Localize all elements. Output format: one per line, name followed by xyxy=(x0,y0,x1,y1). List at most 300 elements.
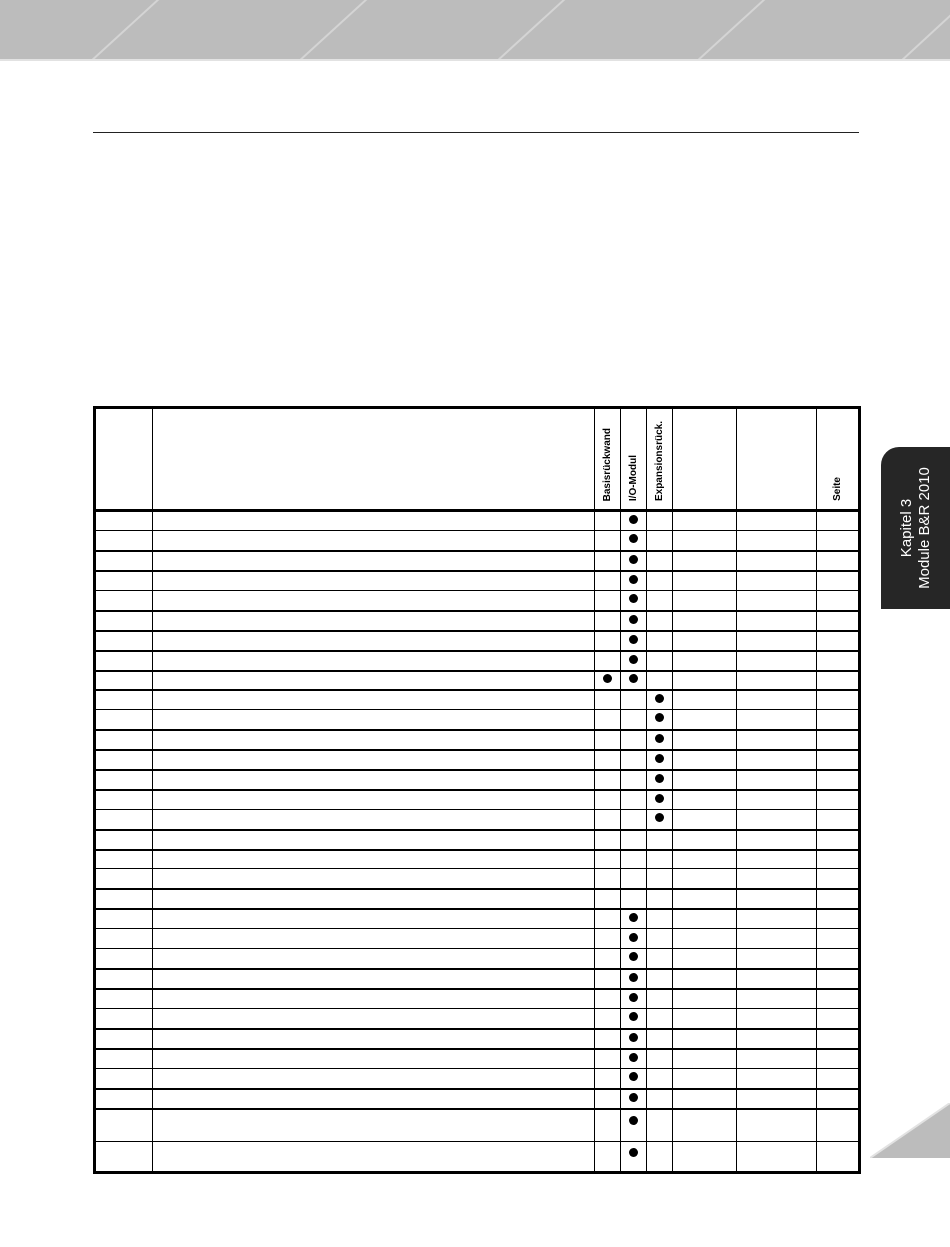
cell-col7 xyxy=(737,869,817,889)
cell-seite xyxy=(817,551,860,571)
cell-col7 xyxy=(737,750,817,770)
cell-col7 xyxy=(737,1029,817,1049)
cell-col2 xyxy=(153,750,595,770)
cell-seite xyxy=(817,1049,860,1069)
cell-exp xyxy=(647,889,673,909)
header-seite-label: Seite xyxy=(831,477,843,501)
cell-col6 xyxy=(673,730,737,750)
cell-io xyxy=(621,929,647,949)
cell-col1 xyxy=(95,889,153,909)
cell-col6 xyxy=(673,710,737,730)
cell-col1 xyxy=(95,571,153,591)
bullet-icon xyxy=(629,952,638,961)
cell-col1 xyxy=(95,511,153,531)
cell-io xyxy=(621,531,647,551)
cell-col2 xyxy=(153,730,595,750)
cell-col6 xyxy=(673,611,737,631)
cell-col1 xyxy=(95,1109,153,1142)
cell-col6 xyxy=(673,1069,737,1089)
bullet-icon xyxy=(629,993,638,1002)
cell-io xyxy=(621,1029,647,1049)
cell-col6 xyxy=(673,949,737,969)
cell-basis xyxy=(595,909,621,929)
cell-col2 xyxy=(153,611,595,631)
cell-col6 xyxy=(673,631,737,651)
cell-col6 xyxy=(673,790,737,810)
cell-col1 xyxy=(95,770,153,790)
cell-seite xyxy=(817,889,860,909)
cell-col7 xyxy=(737,989,817,1009)
cell-basis xyxy=(595,1049,621,1069)
cell-col1 xyxy=(95,690,153,710)
cell-col7 xyxy=(737,790,817,810)
cell-seite xyxy=(817,690,860,710)
bullet-icon xyxy=(629,1093,638,1102)
cell-col7 xyxy=(737,571,817,591)
cell-seite xyxy=(817,531,860,551)
cell-seite xyxy=(817,750,860,770)
cell-io xyxy=(621,989,647,1009)
cell-seite xyxy=(817,511,860,531)
cell-col1 xyxy=(95,1089,153,1109)
cell-col1 xyxy=(95,949,153,969)
cell-col2 xyxy=(153,690,595,710)
cell-basis xyxy=(595,531,621,551)
cell-basis xyxy=(595,671,621,690)
bullet-icon xyxy=(629,534,638,543)
cell-col1 xyxy=(95,1009,153,1029)
cell-col7 xyxy=(737,1009,817,1029)
cell-col6 xyxy=(673,1142,737,1173)
table-row xyxy=(95,810,860,830)
cell-io xyxy=(621,511,647,531)
cell-col1 xyxy=(95,810,153,830)
table-row xyxy=(95,1109,860,1142)
cell-col6 xyxy=(673,770,737,790)
cell-seite xyxy=(817,909,860,929)
table-row xyxy=(95,730,860,750)
cell-seite xyxy=(817,671,860,690)
cell-col6 xyxy=(673,969,737,989)
cell-col7 xyxy=(737,671,817,690)
cell-col1 xyxy=(95,730,153,750)
cell-col1 xyxy=(95,929,153,949)
cell-seite xyxy=(817,631,860,651)
cell-col2 xyxy=(153,631,595,651)
cell-col6 xyxy=(673,690,737,710)
cell-col2 xyxy=(153,1029,595,1049)
cell-col7 xyxy=(737,1089,817,1109)
cell-col1 xyxy=(95,750,153,770)
header-col6 xyxy=(673,408,737,511)
cell-col7 xyxy=(737,551,817,571)
table-row xyxy=(95,869,860,889)
cell-seite xyxy=(817,651,860,671)
table-row xyxy=(95,591,860,611)
cell-basis xyxy=(595,1142,621,1173)
bullet-icon xyxy=(629,615,638,624)
cell-col6 xyxy=(673,531,737,551)
cell-basis xyxy=(595,1109,621,1142)
cell-seite xyxy=(817,810,860,830)
cell-basis xyxy=(595,1089,621,1109)
cell-exp xyxy=(647,551,673,571)
table-row xyxy=(95,989,860,1009)
table-row xyxy=(95,1029,860,1049)
cell-io xyxy=(621,571,647,591)
cell-io xyxy=(621,810,647,830)
cell-io xyxy=(621,651,647,671)
bullet-icon xyxy=(655,734,664,743)
cell-col2 xyxy=(153,929,595,949)
cell-col7 xyxy=(737,1049,817,1069)
cell-col2 xyxy=(153,1109,595,1142)
cell-col2 xyxy=(153,889,595,909)
chapter-tab xyxy=(881,447,950,609)
cell-exp xyxy=(647,651,673,671)
cell-col7 xyxy=(737,631,817,651)
bullet-icon xyxy=(629,674,638,683)
cell-io xyxy=(621,591,647,611)
cell-col2 xyxy=(153,790,595,810)
table-row xyxy=(95,1069,860,1089)
cell-basis xyxy=(595,571,621,591)
cell-col7 xyxy=(737,690,817,710)
bullet-icon xyxy=(629,635,638,644)
cell-basis xyxy=(595,889,621,909)
cell-seite xyxy=(817,869,860,889)
cell-col1 xyxy=(95,591,153,611)
cell-io xyxy=(621,889,647,909)
cell-exp xyxy=(647,710,673,730)
table-row xyxy=(95,969,860,989)
cell-exp xyxy=(647,969,673,989)
cell-exp xyxy=(647,671,673,690)
chapter-tab-text xyxy=(898,467,934,589)
cell-col2 xyxy=(153,850,595,869)
cell-seite xyxy=(817,989,860,1009)
cell-col7 xyxy=(737,651,817,671)
cell-col2 xyxy=(153,810,595,830)
cell-basis xyxy=(595,989,621,1009)
cell-col6 xyxy=(673,1109,737,1142)
cell-exp xyxy=(647,989,673,1009)
cell-basis xyxy=(595,969,621,989)
cell-col1 xyxy=(95,551,153,571)
table-row xyxy=(95,790,860,810)
header-seite xyxy=(817,408,860,511)
cell-basis xyxy=(595,631,621,651)
bullet-icon xyxy=(629,1012,638,1021)
cell-exp xyxy=(647,770,673,790)
cell-basis xyxy=(595,810,621,830)
bullet-icon xyxy=(629,594,638,603)
table-row xyxy=(95,949,860,969)
cell-col6 xyxy=(673,1029,737,1049)
cell-io xyxy=(621,1109,647,1142)
table-body xyxy=(95,511,860,1173)
header-exp xyxy=(647,408,673,511)
cell-col7 xyxy=(737,710,817,730)
cell-col2 xyxy=(153,651,595,671)
cell-col6 xyxy=(673,889,737,909)
cell-col1 xyxy=(95,1069,153,1089)
chapter-tab-line2: Module B&R 2010 xyxy=(915,467,933,589)
table-row xyxy=(95,611,860,631)
cell-col6 xyxy=(673,1049,737,1069)
cell-col2 xyxy=(153,869,595,889)
table-row xyxy=(95,571,860,591)
cell-exp xyxy=(647,790,673,810)
cell-exp xyxy=(647,571,673,591)
cell-exp xyxy=(647,869,673,889)
cell-seite xyxy=(817,1142,860,1173)
cell-exp xyxy=(647,690,673,710)
cell-basis xyxy=(595,949,621,969)
cell-exp xyxy=(647,730,673,750)
cell-col6 xyxy=(673,551,737,571)
cell-seite xyxy=(817,790,860,810)
cell-seite xyxy=(817,830,860,850)
table-row xyxy=(95,511,860,531)
cell-basis xyxy=(595,651,621,671)
table-row xyxy=(95,889,860,909)
cell-exp xyxy=(647,810,673,830)
table-row xyxy=(95,551,860,571)
cell-io xyxy=(621,770,647,790)
cell-col1 xyxy=(95,1142,153,1173)
cell-col1 xyxy=(95,989,153,1009)
cell-seite xyxy=(817,1029,860,1049)
cell-col1 xyxy=(95,850,153,869)
cell-seite xyxy=(817,730,860,750)
cell-basis xyxy=(595,830,621,850)
cell-col2 xyxy=(153,1009,595,1029)
cell-exp xyxy=(647,1049,673,1069)
cell-col2 xyxy=(153,551,595,571)
header-rule xyxy=(93,132,859,133)
cell-col2 xyxy=(153,949,595,969)
cell-col2 xyxy=(153,1089,595,1109)
table-row xyxy=(95,750,860,770)
bullet-icon xyxy=(603,674,612,683)
cell-exp xyxy=(647,1142,673,1173)
bullet-icon xyxy=(655,813,664,822)
cell-col6 xyxy=(673,1009,737,1029)
cell-col7 xyxy=(737,949,817,969)
table-row xyxy=(95,710,860,730)
cell-col7 xyxy=(737,1142,817,1173)
cell-io xyxy=(621,1069,647,1089)
cell-col7 xyxy=(737,531,817,551)
cell-col2 xyxy=(153,531,595,551)
cell-exp xyxy=(647,830,673,850)
cell-seite xyxy=(817,770,860,790)
cell-io xyxy=(621,949,647,969)
table-header-row xyxy=(95,408,860,511)
cell-col1 xyxy=(95,1049,153,1069)
cell-col2 xyxy=(153,830,595,850)
header-col7 xyxy=(737,408,817,511)
cell-col1 xyxy=(95,969,153,989)
cell-col7 xyxy=(737,591,817,611)
bullet-icon xyxy=(629,555,638,564)
cell-exp xyxy=(647,1069,673,1089)
cell-col2 xyxy=(153,671,595,690)
table-row xyxy=(95,1009,860,1029)
cell-exp xyxy=(647,1009,673,1029)
cell-exp xyxy=(647,611,673,631)
bullet-icon xyxy=(655,713,664,722)
cell-col1 xyxy=(95,611,153,631)
cell-col6 xyxy=(673,591,737,611)
cell-col2 xyxy=(153,770,595,790)
chapter-tab-line1: Kapitel 3 xyxy=(897,498,915,558)
cell-io xyxy=(621,1142,647,1173)
cell-col1 xyxy=(95,631,153,651)
cell-col7 xyxy=(737,810,817,830)
table-row xyxy=(95,531,860,551)
cell-col1 xyxy=(95,671,153,690)
cell-seite xyxy=(817,611,860,631)
cell-seite xyxy=(817,1109,860,1142)
cell-col6 xyxy=(673,989,737,1009)
cell-io xyxy=(621,790,647,810)
cell-exp xyxy=(647,631,673,651)
cell-io xyxy=(621,710,647,730)
cell-exp xyxy=(647,531,673,551)
header-basis xyxy=(595,408,621,511)
bullet-icon xyxy=(629,1116,638,1125)
cell-io xyxy=(621,1089,647,1109)
table-row xyxy=(95,671,860,690)
header-io xyxy=(621,408,647,511)
cell-col7 xyxy=(737,889,817,909)
cell-io xyxy=(621,690,647,710)
table-row xyxy=(95,830,860,850)
cell-basis xyxy=(595,1029,621,1049)
table-row xyxy=(95,690,860,710)
cell-col1 xyxy=(95,790,153,810)
cell-col1 xyxy=(95,1029,153,1049)
cell-col7 xyxy=(737,1069,817,1089)
cell-exp xyxy=(647,511,673,531)
header-band-stripes xyxy=(0,0,950,59)
bullet-icon xyxy=(655,774,664,783)
cell-col2 xyxy=(153,969,595,989)
cell-seite xyxy=(817,571,860,591)
cell-io xyxy=(621,611,647,631)
cell-basis xyxy=(595,1009,621,1029)
cell-col6 xyxy=(673,1089,737,1109)
cell-exp xyxy=(647,850,673,869)
cell-seite xyxy=(817,591,860,611)
cell-io xyxy=(621,830,647,850)
cell-col2 xyxy=(153,511,595,531)
cell-col7 xyxy=(737,730,817,750)
bullet-icon xyxy=(655,754,664,763)
cell-basis xyxy=(595,1069,621,1089)
bullet-icon xyxy=(629,1148,638,1157)
header-band xyxy=(0,0,950,61)
cell-seite xyxy=(817,969,860,989)
table-row xyxy=(95,1142,860,1173)
bullet-icon xyxy=(629,1033,638,1042)
cell-exp xyxy=(647,909,673,929)
cell-col2 xyxy=(153,1142,595,1173)
cell-col7 xyxy=(737,1109,817,1142)
cell-io xyxy=(621,869,647,889)
bullet-icon xyxy=(629,1072,638,1081)
bullet-icon xyxy=(629,973,638,982)
table-row xyxy=(95,850,860,869)
cell-basis xyxy=(595,710,621,730)
bullet-icon xyxy=(655,794,664,803)
cell-io xyxy=(621,750,647,770)
cell-col6 xyxy=(673,850,737,869)
cell-col2 xyxy=(153,1069,595,1089)
cell-seite xyxy=(817,1089,860,1109)
bullet-icon xyxy=(629,655,638,664)
cell-col1 xyxy=(95,531,153,551)
cell-exp xyxy=(647,949,673,969)
cell-io xyxy=(621,909,647,929)
cell-seite xyxy=(817,1009,860,1029)
cell-col6 xyxy=(673,869,737,889)
table-row xyxy=(95,631,860,651)
bullet-icon xyxy=(629,913,638,922)
bullet-icon xyxy=(655,694,664,703)
table-row xyxy=(95,929,860,949)
cell-col7 xyxy=(737,511,817,531)
cell-col6 xyxy=(673,830,737,850)
cell-io xyxy=(621,631,647,651)
cell-basis xyxy=(595,750,621,770)
cell-basis xyxy=(595,770,621,790)
cell-col1 xyxy=(95,869,153,889)
cell-col6 xyxy=(673,671,737,690)
table-row xyxy=(95,1089,860,1109)
cell-exp xyxy=(647,1089,673,1109)
cell-exp xyxy=(647,1029,673,1049)
cell-col6 xyxy=(673,810,737,830)
cell-col7 xyxy=(737,969,817,989)
cell-io xyxy=(621,730,647,750)
cell-seite xyxy=(817,1069,860,1089)
cell-basis xyxy=(595,869,621,889)
header-exp-label: Expansionsrück. xyxy=(653,420,665,501)
header-col1 xyxy=(95,408,153,511)
cell-basis xyxy=(595,551,621,571)
cell-seite xyxy=(817,710,860,730)
header-basis-label: Basisrückwand xyxy=(601,427,613,501)
cell-io xyxy=(621,969,647,989)
cell-col1 xyxy=(95,651,153,671)
header-io-label: I/O-Modul xyxy=(627,454,639,501)
cell-basis xyxy=(595,929,621,949)
cell-col2 xyxy=(153,1049,595,1069)
cell-basis xyxy=(595,730,621,750)
page-corner-shape xyxy=(870,1103,950,1158)
cell-col7 xyxy=(737,929,817,949)
cell-col6 xyxy=(673,511,737,531)
cell-col2 xyxy=(153,989,595,1009)
cell-col1 xyxy=(95,830,153,850)
cell-io xyxy=(621,850,647,869)
cell-col1 xyxy=(95,909,153,929)
cell-exp xyxy=(647,750,673,770)
cell-exp xyxy=(647,1109,673,1142)
